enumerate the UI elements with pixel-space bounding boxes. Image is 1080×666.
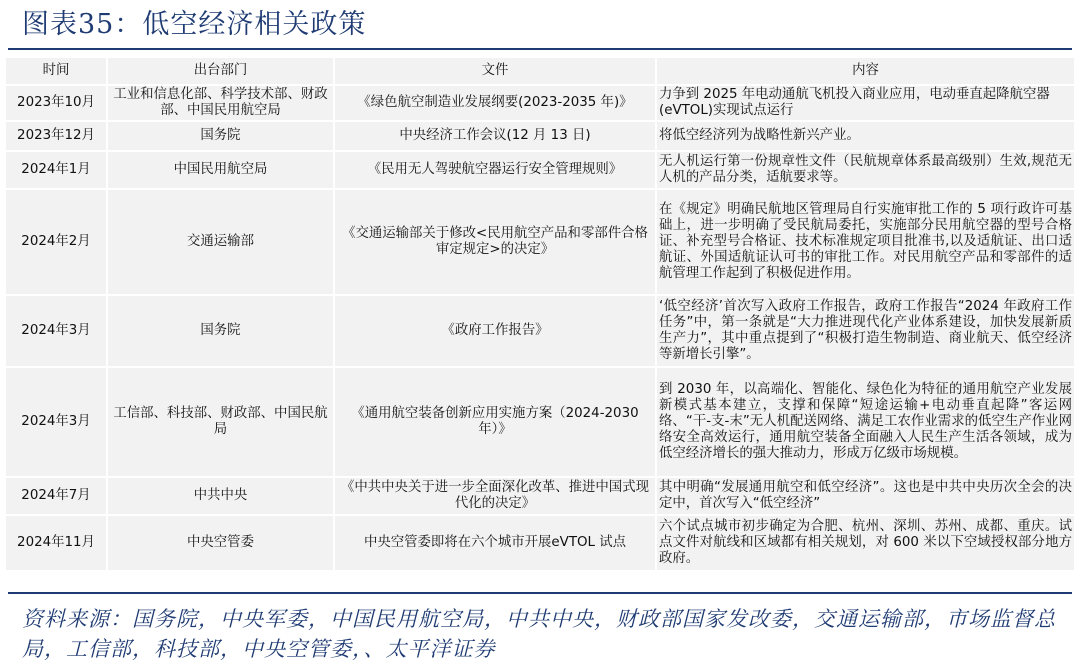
cell-time: 2024年7月: [6, 478, 106, 514]
cell-document: 《交通运输部关于修改<民用航空产品和零部件合格审定规定>的决定》: [335, 190, 655, 294]
table-row: [6, 190, 1074, 294]
source-divider: [8, 592, 1072, 594]
cell-department: 国务院: [108, 296, 333, 366]
cell-department: 交通运输部: [108, 190, 333, 294]
table-row: [6, 368, 1074, 476]
cell-time: 2023年12月: [6, 122, 106, 150]
cell-department: 工信部、科技部、财政部、中国民航局: [108, 368, 333, 476]
policy-table: [4, 56, 1076, 572]
cell-document: 中央空管委即将在六个城市开展eVTOL 试点: [335, 516, 655, 570]
cell-document: 《绿色航空制造业发展纲要(2023-2035 年)》: [335, 86, 655, 120]
table-row: [6, 86, 1074, 120]
table-row: [6, 122, 1074, 150]
cell-content: ‘低空经济’首次写入政府工作报告，政府工作报告“2024 年政府工作任务”中，第一条就是“大力推进现代化产业体系建设，加快发展新质生产力”，其中重点提到了“积极打造生物制造、商业航天、低空经济等新增长引擎”。: [657, 296, 1074, 366]
cell-department: 中共中央: [108, 478, 333, 514]
header-department: 出台部门: [108, 58, 333, 84]
cell-content: 到 2030 年，以高端化、智能化、绿色化为特征的通用航空产业发展新模式基本建立，支撑和保障“短途运输+电动垂直起降”客运网络、“干-支-末”无人机配送网络、满足工农作业需求的低空生产作业网络安全高效运行，通用航空装备全面融入人民生产生活各领域，成为低空经济增长的强大推动力，形成万亿级市场规模。: [657, 368, 1074, 476]
cell-department: 中国民用航空局: [108, 152, 333, 188]
cell-department: 中央空管委: [108, 516, 333, 570]
cell-content: 在《规定》明确民航地区管理局自行实施审批工作的 5 项行政许可基础上，进一步明确了受民航局委托，实施部分民用航空器的型号合格证、补充型号合格证、技术标准规定项目批准书,以及适航证、出口适航证、外国适航证认可书的审批工作。对民用航空产品和零部件的适航管理工作起到了积极促进作用。: [657, 190, 1074, 294]
header-content: 内容: [657, 58, 1074, 84]
cell-time: 2024年2月: [6, 190, 106, 294]
figure-title: 图表35：低空经济相关政策: [22, 9, 367, 40]
header-document: 文件: [335, 58, 655, 84]
cell-content: 其中明确“发展通用航空和低空经济”。这也是中共中央历次全会的决定中，首次写入“低空经济”: [657, 478, 1074, 514]
table-header-row: [6, 58, 1074, 84]
cell-document: 《通用航空装备创新应用实施方案（2024-2030 年）》: [335, 368, 655, 476]
cell-time: 2024年11月: [6, 516, 106, 570]
header-time: 时间: [6, 58, 106, 84]
table-row: [6, 478, 1074, 514]
table-row: [6, 296, 1074, 366]
cell-content: 将低空经济列为战略性新兴产业。: [657, 122, 1074, 150]
table-row: [6, 152, 1074, 188]
cell-content: 六个试点城市初步确定为合肥、杭州、深圳、苏州、成都、重庆。试点文件对航线和区域都有相关规划，对 600 米以下空域授权部分地方政府。: [657, 516, 1074, 570]
cell-time: 2024年3月: [6, 296, 106, 366]
cell-time: 2023年10月: [6, 86, 106, 120]
cell-document: 《民用无人驾驶航空器运行安全管理规则》: [335, 152, 655, 188]
cell-content: 无人机运行第一份规章性文件（民航规章体系最高级别）生效,规范无人机的产品分类，适航要求等。: [657, 152, 1074, 188]
cell-department: 工业和信息化部、科学技术部、财政部、中国民用航空局: [108, 86, 333, 120]
source-note: 资料来源：国务院，中央军委，中国民用航空局，中共中央，财政部国家发改委，交通运输部，市场监督总局，工信部，科技部，中央空管委，、太平洋证券: [22, 607, 1056, 661]
cell-time: 2024年3月: [6, 368, 106, 476]
title-divider: [8, 48, 1072, 50]
table-row: [6, 516, 1074, 570]
cell-document: 《政府工作报告》: [335, 296, 655, 366]
cell-time: 2024年1月: [6, 152, 106, 188]
cell-department: 国务院: [108, 122, 333, 150]
cell-document: 《中共中央关于进一步全面深化改革、推进中国式现代化的决定》: [335, 478, 655, 514]
cell-document: 中央经济工作会议(12 月 13 日): [335, 122, 655, 150]
cell-content: 力争到 2025 年电动通航飞机投入商业应用，电动垂直起降航空器(eVTOL)实现试点运行: [657, 86, 1074, 120]
